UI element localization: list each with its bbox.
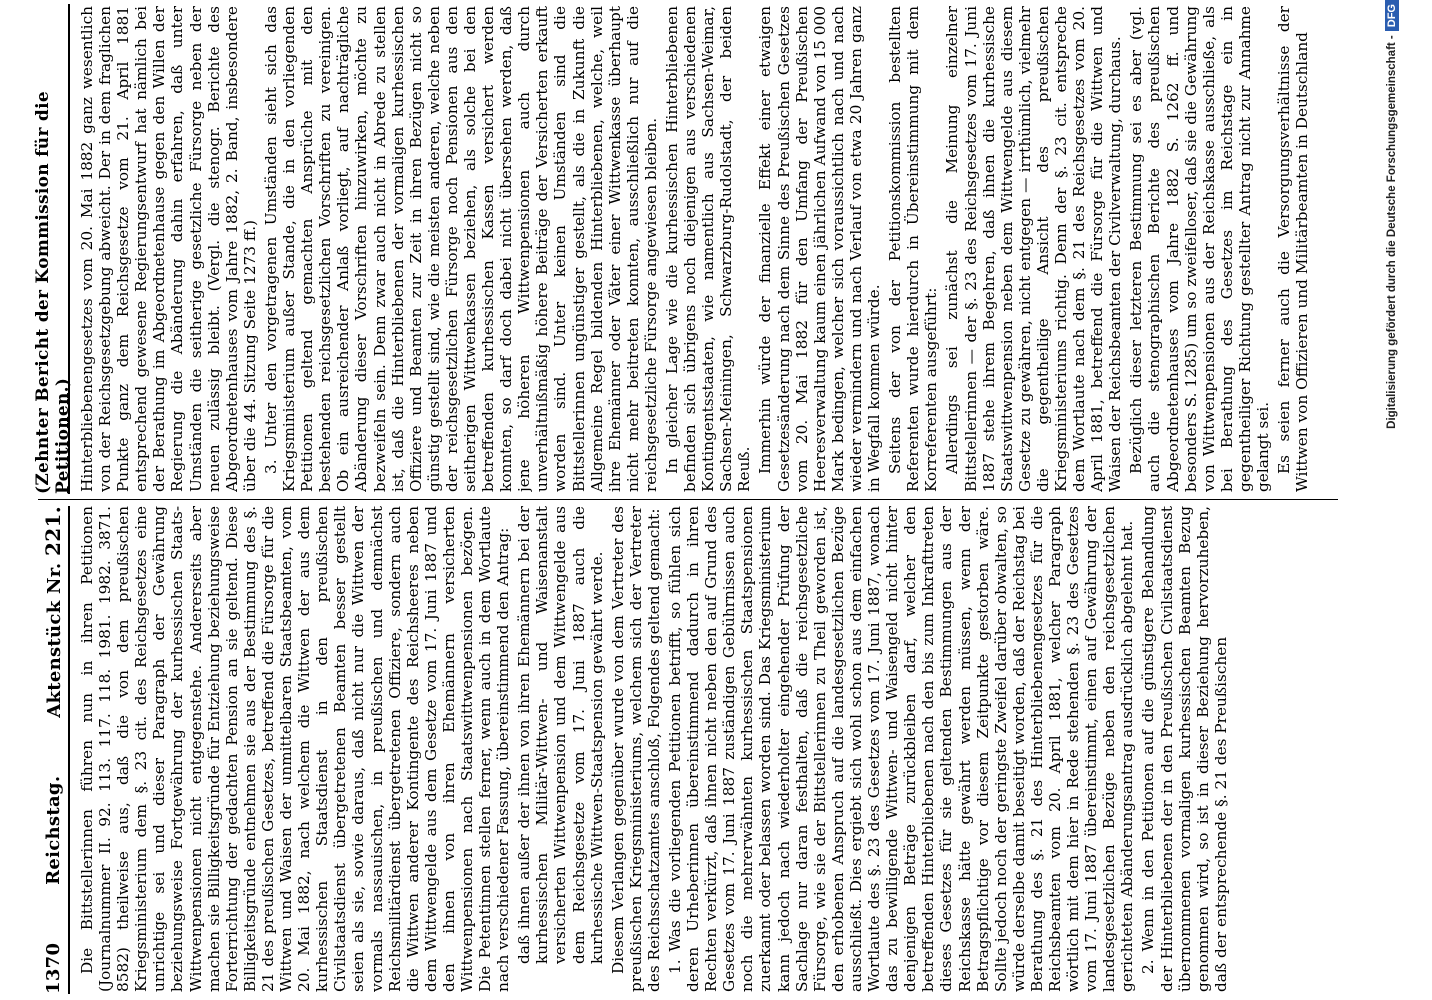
paragraph-point-3: 3. Unter den vorgetragenen Umständen sieht sich das Kriegsministerium außer Stande, die in den vorliegenden Petitionen geltend gemachten Ansprüche mit den bestehenden reichsgesetzlichen Vorschriften zu vereinigen. Ob ein ausreichender Anlaß vorliegt, auf nachträgliche Abänderung dieser Vorschriften hinzuwirken, möchte zu bezweifeln sein. Denn zwar auch nicht in Abrede zu stellen ist, daß die Hinterbliebenen der vormaligen kurhessischen Offiziere und Beamten zur Zeit in ihren Bezügen nicht so günstig gestellt sind, wie die meisten anderen, welche neben der reichsgesetzlichen Fürsorge noch Pensionen aus den seitherigen Wittwenkassen beziehen, als solche bei den betreffenden kurhessischen Kassen versichert werden konnten, so darf doch dabei nicht übersehen werden, daß jene höheren Wittwenpensionen auch durch unverhältnißmäßig höhere Beiträge der Versicherten erkauft worden sind. Unter keinen Umständen sind die Bittstellerinnen ungünstiger gestellt, als die in Zukunft die Allgemeine Regel bildenden Hinterbliebenen, welche, weil ihre Ehemänner oder Väter einer Wittwenkasse überhaupt nicht mehr beitreten konnten, ausschließlich nur auf die reichsgesetzliche Fürsorge angewiesen bleiben.	[261, 6, 660, 492]
paragraph: Diesem Verlangen gegenüber wurde von dem Vertreter des preußischen Kriegsministeriums, welchem sich der Vertreter des Reichsschatzamtes anschloß, Folgendes geltend gemacht:	[608, 506, 663, 992]
credit-text: Digitalisierung gefördert durch die Deutsche Forschungsgemeinschaft -	[1386, 35, 1398, 429]
digitization-credit	[1380, 0, 1404, 1000]
paragraph: Allerdings sei zunächst die Meinung einzelner Bittstellerinnen — der §. 23 des Reichsgesetzes vom 17. Juni 1887 stehe ihrem Begehren, daß ihnen die kurhessische Staatswittwenpension neben dem Wittwengelde aus diesem Gesetze zu gewähren, nicht entgegen — irrthümlich, vielmehr die gegentheilige Ansicht des preußischen Kriegsministeriums richtig. Denn der §. 23 cit. entspreche dem Wortlaute nach dem §. 21 des Reichsgesetzes vom 20. April 1881, betreffend die Fürsorge für die Wittwen und Waisen der Reichsbeamten der Civilverwaltung, durchaus.	[943, 6, 1125, 492]
right-column	[78, 6, 1338, 492]
paragraph: Immerhin würde der finanzielle Effekt einer etwaigen Gesetzesänderung nach dem Sinne des Preußischen Gesetzes vom 20. Mai 1882 für den Umfang der Preußischen Heeresverwaltung kaum einen jährlichen Aufwand von 15 000 Mark bedingen, welcher sich voraussichtlich nach und nach wieder vermindern und nach Verlauf von etwa 20 Jahren ganz in Wegfall kommen würde.	[756, 6, 884, 492]
document-label-group	[41, 506, 65, 718]
petition-request: daß ihnen außer der ihnen von ihren Ehemännern bei der kurhessischen Militär-Wittwen- und Waisenanstalt versicherten Wittwenpension und dem Wittwengelde aus dem Reichsgesetze vom 17. Juni 1887 auch die kurhessische Wittwen-Staatspension gewährt werde.	[515, 506, 606, 964]
page-number: 1370	[42, 942, 64, 994]
column-divider	[38, 499, 1338, 500]
paragraph: Seitens der von der Petitionskommission bestellten Referenten wurde hierdurch in Übereinstimmung mit dem Korreferenten ausgeführt:	[886, 6, 941, 492]
paragraph-point-1: 1. Was die vorliegenden Petitionen betrifft, so fühlen sich deren Urheberinnen übereinstimmend dadurch in ihren Rechten verkürzt, daß ihnen nicht neben den auf Grund des Gesetzes vom 17. Juni 1887 zuständigen Gebührnissen auch noch die mehrerwähnten kurhessischen Staatspensionen zuerkannt oder belassen worden sind. Das Kriegsministerium kann jedoch nach wiederholter eingehender Prüfung der Sachlage nur daran festhalten, daß die reichsgesetzliche Fürsorge, wie sie der Bittstellerinnen zu Theil geworden ist, den erhobenen Anspruch auf die landesgesetzlichen Bezüge ausschließt. Dies ergiebt sich wohl schon aus dem einfachen Wortlaute des §. 23 des Gesetzes vom 17. Juni 1887, wonach das zu bewilligende Wittwen- und Waisengeld nicht hinter denjenigen Beträge zurückbleiben darf, welcher den betreffenden Hinterbliebenen nach den bis zum Inkrafttreten dieses Gesetzes für sie geltenden Bestimmungen aus der Reichskasse hätte gewährt werden müssen, wenn der Betragspflichtige vor diesem Zeitpunkte gestorben wäre. Sollte jedoch noch der geringste Zweifel darüber obwalten, so würde derselbe damit beseitigt worden, daß der Reichstag bei Berathung des §. 21 des Hinterbliebenengesetzes für die Reichsbeamten vom 20. April 1881, welcher Paragraph wörtlich mit dem hier in Rede stehenden §. 23 des Gesetzes vom 17. Juni 1887 übereinstimmt, einen auf Gewährung der landesgesetzlichen Bezüge neben den reichsgesetzlichen gerichteten Abänderungsantrag ausdrücklich abgelehnt hat.	[666, 506, 1137, 992]
parliament-title: Reichstag.	[42, 775, 64, 885]
dfg-logo: DFG	[1385, 0, 1399, 31]
paragraph-point-2: 2. Wenn in den Petitionen auf die günstigere Behandlung der Hinterbliebenen der in den Preußischen Civilstaatsdienst übernommenen vormaligen kurhessischen Beamten Bezug genommen wird, so ist in dieser Beziehung hervorzuheben, daß der entsprechende §. 21 des Preußischen	[1139, 506, 1230, 992]
left-column	[78, 506, 1338, 992]
report-title: (Zehnter Bericht der Kommission für die Petitionen.)	[33, 91, 73, 494]
paragraph: Die Bittstellerinnen führen nun in ihren Petitionen (Journalnummer II. 92. 113. 117. 118. 1981. 1982. 3871. 8582) theilweise aus, daß die von dem preußischen Kriegsministerium dem §. 23 cit. des Reichsgesetzes eine unrichtige sei und dieser Paragraph der Gewährung beziehungsweise Fortgewährung der kurhessischen Staats-Wittwenpensionen nicht entgegenstehe. Andererseits aber machen sie Billigkeitsgründe für Entziehung beziehungsweise Forterrichtung der gedachten Pension an sie geltend. Diese Billigkeitsgründe entnehmen sie aus der Bestimmung des §. 21 des preußischen Gesetzes, betreffend die Fürsorge für die Wittwen und Waisen der unmittelbaren Staatsbeamten, vom 20. Mai 1882, nach welchem die Wittwen der aus dem kurhessischen Staatsdienst in den preußischen Civilstaatsdienst übergetretenen Beamten besser gestellt seien als sie, sowie daraus, daß nicht nur die Wittwen der vormals nassauischen, in preußischen und demnächst Reichsmilitärdienst übergetretenen Offiziere, sondern auch die Wittwen anderer Kontingente des Reichsheeres neben dem Wittwengelde aus dem Gesetze vom 17. Juni 1887 und den ihnen von ihren Ehemännern versicherten Wittwenpensionen nach Staatswittwenpensionen bezögen. Die Petentinnen stellen ferner, wenn auch in dem Wortlaute nach verschiedener Fassung, übereinstimmend den Antrag:	[78, 506, 513, 992]
document-label: Aktenstück Nr.	[44, 562, 65, 718]
paragraph: Bezüglich dieser letzteren Bestimmung sei es aber (vgl. auch die stenographischen Berichte des preußischen Abgeordnetenhauses vom Jahre 1882 S. 1262 ff. und besonders S. 1285) um so zweifelloser, daß sie die Gewährung von Wittwenpensionen aus der Reichskasse ausschließe, als bei Berathung des Gesetzes im Reichstage ein in gegentheiliger Richtung gestellter Antrag nicht zur Annahme gelangt sei.	[1127, 6, 1272, 492]
paragraph: Es seien ferner auch die Versorgungsverhältnisse der Wittwen von Offizieren und Militärbeamten in Deutschland	[1275, 6, 1312, 492]
document-number: 221.	[41, 506, 65, 556]
paragraph: In gleicher Lage wie die kurhessischen Hinterbliebenen befinden sich übrigens noch diejenigen aus verschiedenen Kontingentsstaaten, wie namentlich aus Sachsen-Weimar, Sachsen-Meiningen, Schwarzburg-Rudolstadt, der beiden Reuß.	[663, 6, 754, 492]
paragraph: Hinterbliebenengesetzes vom 20. Mai 1882 ganz wesentlich von der Reichsgesetzgebung abweicht. Der in dem fraglichen Punkte ganz dem Reichsgesetze vom 21. April 1881 entsprechend gewesene Regierungsentwurf hat nämlich bei der Berathung im Abgeordnetenhause gegen den Willen der Regierung die Abänderung dahin erfahren, daß unter Umständen die seitherige gesetzliche Fürsorge neben der neuen zulässig bleibt. (Vergl. die stenogr. Berichte des Abgeordnetenhauses vom Jahre 1882, 2. Band, insbesondere über die 44. Sitzung Seite 1273 ff.)	[78, 6, 259, 492]
page-header-right	[33, 4, 73, 494]
page-header-left	[38, 506, 70, 994]
